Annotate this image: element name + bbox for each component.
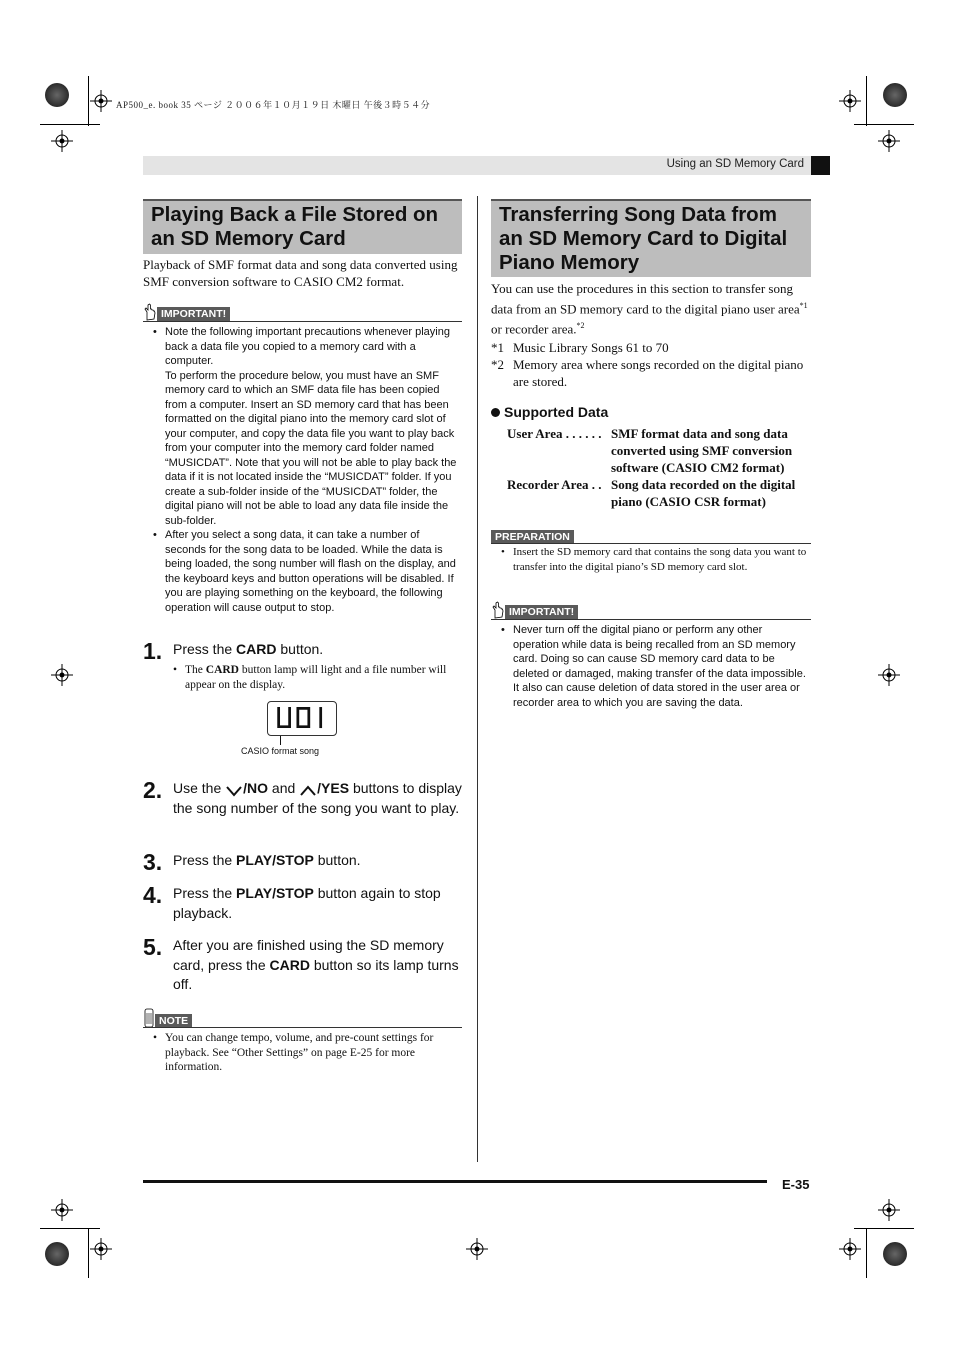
header-block xyxy=(811,156,830,175)
chevron-down-icon xyxy=(225,783,243,795)
card-button-label: CARD xyxy=(269,956,310,973)
important-label: IMPORTANT! xyxy=(157,307,230,321)
print-target-disc xyxy=(883,83,907,107)
important-item-1: Note the following important precautions whenever playing back a data file you copied to a memory card with a computer. xyxy=(165,326,450,367)
running-header: Using an SD Memory Card xyxy=(666,158,804,170)
important-label: IMPORTANT! xyxy=(505,605,578,619)
preparation-label: PREPARATION xyxy=(491,530,574,544)
step-number-5: 5. xyxy=(143,934,163,960)
important-tag-left xyxy=(143,303,230,321)
page-number: E-35 xyxy=(782,1177,810,1192)
registration-mark-icon xyxy=(878,664,900,686)
list-item xyxy=(143,528,463,615)
step-number-1: 1. xyxy=(143,638,163,664)
list-item: • You can change tempo, volume, and pre-count settings for playback. See “Other Settings” on page E-25 for more information. xyxy=(143,1031,463,1075)
registration-mark-icon xyxy=(90,90,112,112)
lcd-pointer-line xyxy=(280,736,281,745)
step-number-2: 2. xyxy=(143,777,163,803)
lcd-display xyxy=(267,701,337,736)
note-label: NOTE xyxy=(155,1014,192,1028)
step-1-text: Press the CARD button. xyxy=(173,641,324,657)
list-item: • The CARD button lamp will light and a file number will appear on the display. xyxy=(163,663,463,692)
step-2-text: Use the /NO and /YES buttons to display the song number of the song you want to play. xyxy=(173,780,462,816)
footnote-ref: *2 xyxy=(576,321,585,331)
crop-line xyxy=(88,1228,89,1278)
card-button-label: CARD xyxy=(236,641,277,657)
registration-mark-icon xyxy=(90,1238,112,1260)
footnote-ref: *1 xyxy=(799,301,808,310)
column-divider xyxy=(477,196,478,1162)
right-intro: You can use the procedures in this section to transfer song data from an SD memory card to the digital piano user area$^{*1}$ or recorder area.$^{*2}$ xyxy=(491,281,808,337)
left-intro: Playback of SMF format data and song data converted using SMF conversion software to CASIO CM2 format. xyxy=(143,257,458,289)
footnote-1: *1 Music Library Songs 61 to 70 xyxy=(491,340,669,355)
step-number-3: 3. xyxy=(143,849,163,875)
play-stop-button-label: PLAY/STOP xyxy=(236,852,314,868)
step-number-4: 4. xyxy=(143,882,163,908)
registration-mark-icon xyxy=(839,1238,861,1260)
supported-row-user: User Area . . . . . . SMF format data and song data converted using SMF conversion software (CASIO CM2 format) xyxy=(507,426,793,475)
print-info: AP500_e. book 35 ページ ２００６年１０月１９日 木曜日 午後３時５４分 xyxy=(116,100,431,110)
preparation-rule xyxy=(491,543,811,544)
crop-line xyxy=(88,76,89,126)
registration-mark-icon xyxy=(51,664,73,686)
footer-rule xyxy=(143,1180,767,1183)
print-target-disc xyxy=(45,1242,69,1266)
registration-mark-icon xyxy=(466,1238,488,1260)
note-tag xyxy=(143,1008,192,1028)
important-list-left xyxy=(143,325,463,615)
no-button-label: /NO xyxy=(243,780,269,796)
lcd-digits xyxy=(268,702,335,734)
step-3-text: Press the PLAY/STOP button. xyxy=(173,852,361,868)
hand-icon xyxy=(143,303,157,321)
hand-icon xyxy=(491,601,505,619)
print-target-disc xyxy=(45,83,69,107)
crop-line xyxy=(40,124,100,125)
display-caption: CASIO format song xyxy=(241,746,320,756)
registration-mark-icon xyxy=(51,1199,73,1221)
play-stop-button-label: PLAY/STOP xyxy=(236,885,314,901)
crop-line xyxy=(40,1228,100,1229)
print-target-disc xyxy=(883,1242,907,1266)
step-4-text: Press the PLAY/STOP button again to stop playback. xyxy=(173,885,441,921)
preparation-list xyxy=(491,545,811,574)
important-item-3: After you select a song data, it can take a number of seconds for the song data to be loaded. While the data is being loaded, the song number will flash on the display, and the keyboard keys and button operations will be disabled. If you are playing something on the keyboard, the following operation will cause output to stop. xyxy=(165,529,456,614)
registration-mark-icon xyxy=(51,130,73,152)
important-tag-right xyxy=(491,601,578,619)
important-rule xyxy=(491,619,811,620)
step-1-sub xyxy=(163,663,463,692)
registration-mark-icon xyxy=(878,1199,900,1221)
chevron-up-icon xyxy=(299,783,317,795)
important-list-right xyxy=(491,623,811,710)
pencil-note-icon xyxy=(143,1008,155,1028)
list-item: • Insert the SD memory card that contains the song data you want to transfer into the digital piano’s SD memory card slot. xyxy=(491,545,811,574)
registration-mark-icon xyxy=(839,90,861,112)
important-rule xyxy=(143,321,462,322)
step-5-text: After you are finished using the SD memory card, press the CARD button so its lamp turns off. xyxy=(173,937,459,992)
list-item: • Never turn off the digital piano or perform any other operation while data is being recalled from an SD memory card. Doing so can cause SD memory card data to be deleted or damaged, making transfer of the data impossible. It also can cause deletion of data stored in the user area or recorder area to which you are saving the data. xyxy=(491,623,811,710)
right-section-title: Transferring Song Data from an SD Memory Card to Digital Piano Memory xyxy=(491,199,811,277)
left-section-title: Playing Back a File Stored on an SD Memory Card xyxy=(143,199,462,254)
note-list xyxy=(143,1031,463,1075)
supported-heading: Supported Data xyxy=(491,404,608,420)
bullet-dot-icon xyxy=(491,408,500,417)
preparation-tag xyxy=(491,530,574,544)
yes-button-label: /YES xyxy=(317,780,350,796)
registration-mark-icon xyxy=(878,130,900,152)
crop-line xyxy=(854,124,914,125)
important-item-2: To perform the procedure below, you must have an SMF memory card to which an SMF data file has been copied from a computer. Insert an SD memory card that has been formatted on the digital piano into the memory card slot of your computer, and copy the data file you want to play back from your computer into the memory card folder named “MUSICDAT”. Note that you will not be able to play back the data if it is not located inside the “MUSICDAT” folder. If you create a sub-folder inside of the “MUSICDAT” folder, the digital piano will not be able to load any data file inside the sub-folder. xyxy=(165,369,457,527)
crop-line xyxy=(866,1228,867,1278)
footnote-2: *2 Memory area where songs recorded on the digital piano are stored. xyxy=(491,357,804,389)
crop-line xyxy=(854,1228,914,1229)
note-rule xyxy=(143,1027,462,1028)
supported-row-recorder: Recorder Area . . Song data recorded on the digital piano (CASIO CSR format) xyxy=(507,477,796,509)
crop-line xyxy=(866,76,867,126)
list-item xyxy=(143,325,463,528)
